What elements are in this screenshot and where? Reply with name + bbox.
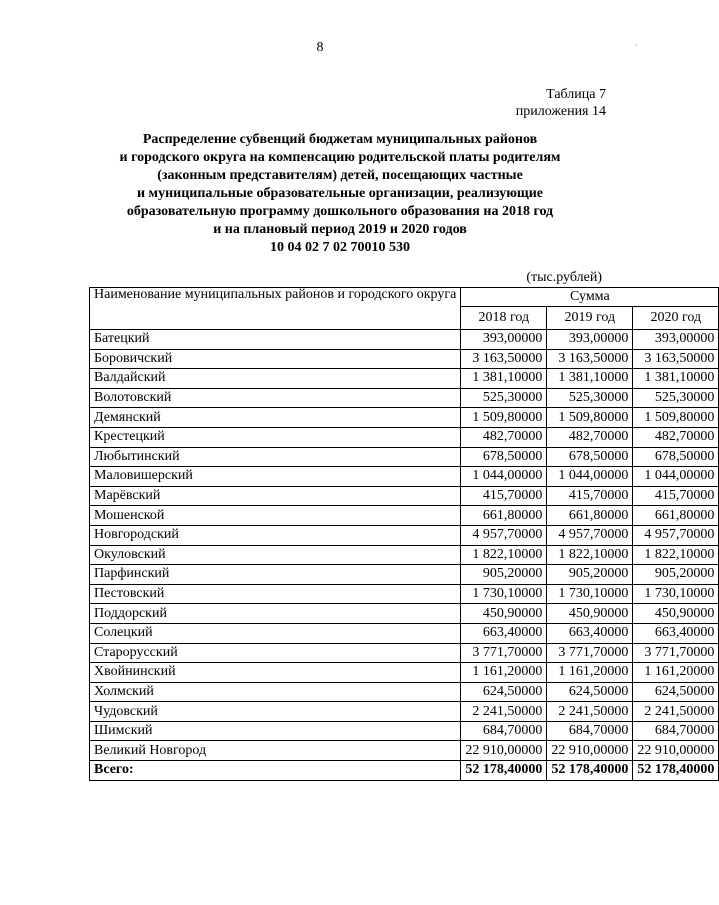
district-name-cell: Крестецкий [90,427,461,447]
amount-cell-2020: 678,50000 [633,447,719,467]
amount-cell-2018: 525,30000 [461,388,547,408]
table-row [90,467,719,487]
district-name-cell: Батецкий [90,330,461,350]
table-total-row [90,761,719,781]
amount-cell-2020: 4 957,70000 [633,525,719,545]
header-sum: Сумма [461,288,719,307]
amount-cell-2020: 1 509,80000 [633,408,719,428]
district-name-cell: Валдайский [90,369,461,389]
title-line: и муниципальные образовательные организации, реализующие [136,186,544,201]
district-name-cell: Пестовский [90,584,461,604]
table-row [90,447,719,467]
amount-cell-2018: 1 730,10000 [461,584,547,604]
header-year-2019: 2019 год [547,307,633,330]
amount-cell-2020: 663,40000 [633,623,719,643]
table-row [90,741,719,761]
table-row [90,682,719,702]
header-name: Наименование муниципальных районов и городского округа [90,288,461,330]
amount-cell-2018: 678,50000 [461,447,547,467]
amount-cell-2020: 3 163,50000 [633,349,719,369]
header-year-2020: 2020 год [633,307,719,330]
amount-cell-2019: 450,90000 [547,604,633,624]
table-row [90,584,719,604]
table-row [90,643,719,663]
amount-cell-2019: 3 163,50000 [547,349,633,369]
amount-cell-2018: 624,50000 [461,682,547,702]
district-name-cell: Солецкий [90,623,461,643]
amount-cell-2019: 1 822,10000 [547,545,633,565]
amount-cell-2018: 1 822,10000 [461,545,547,565]
table-row [90,545,719,565]
table-row [90,525,719,545]
district-name-cell: Окуловский [90,545,461,565]
amount-cell-2019: 1 044,00000 [547,467,633,487]
district-name-cell: Старорусский [90,643,461,663]
table-ref-line-2: приложения 14 [515,104,606,119]
amount-cell-2020: 624,50000 [633,682,719,702]
amount-cell-2020: 684,70000 [633,721,719,741]
district-name-cell: Шимский [90,721,461,741]
subvention-table [89,287,719,781]
table-row [90,565,719,585]
table-row [90,604,719,624]
district-name-cell: Демянский [90,408,461,428]
table-reference [516,86,606,120]
amount-cell-2018: 52 178,40000 [461,761,547,781]
amount-cell-2018: 22 910,00000 [461,741,547,761]
district-name-cell: Поддорский [90,604,461,624]
units-label: (тыс.рублей) [526,270,602,285]
amount-cell-2018: 663,40000 [461,623,547,643]
table-row [90,486,719,506]
amount-cell-2020: 22 910,00000 [633,741,719,761]
amount-cell-2019: 1 161,20000 [547,663,633,683]
amount-cell-2018: 2 241,50000 [461,702,547,722]
district-name-cell: Холмский [90,682,461,702]
amount-cell-2018: 4 957,70000 [461,525,547,545]
amount-cell-2019: 905,20000 [547,565,633,585]
amount-cell-2019: 3 771,70000 [547,643,633,663]
amount-cell-2020: 905,20000 [633,565,719,585]
table-row [90,506,719,526]
district-name-cell: Великий Новгород [90,741,461,761]
district-name-cell: Боровичский [90,349,461,369]
amount-cell-2018: 684,70000 [461,721,547,741]
amount-cell-2019: 678,50000 [547,447,633,467]
amount-cell-2019: 415,70000 [547,486,633,506]
amount-cell-2020: 1 822,10000 [633,545,719,565]
amount-cell-2019: 2 241,50000 [547,702,633,722]
amount-cell-2019: 1 509,80000 [547,408,633,428]
table-row [90,388,719,408]
district-name-cell: Парфинский [90,565,461,585]
table-row [90,623,719,643]
amount-cell-2018: 1 044,00000 [461,467,547,487]
district-name-cell: Всего: [90,761,461,781]
title-line: образовательную программу дошкольного образования на 2018 год [126,204,554,219]
amount-cell-2018: 1 509,80000 [461,408,547,428]
header-year-2018: 2018 год [461,307,547,330]
amount-cell-2020: 3 771,70000 [633,643,719,663]
amount-cell-2018: 1 381,10000 [461,369,547,389]
amount-cell-2019: 1 381,10000 [547,369,633,389]
amount-cell-2019: 482,70000 [547,427,633,447]
district-name-cell: Новгородский [90,525,461,545]
table-row [90,427,719,447]
amount-cell-2018: 905,20000 [461,565,547,585]
amount-cell-2020: 52 178,40000 [633,761,719,781]
district-name-cell: Маловишерский [90,467,461,487]
district-name-cell: Волотовский [90,388,461,408]
district-name-cell: Чудовский [90,702,461,722]
table-row [90,702,719,722]
amount-cell-2019: 661,80000 [547,506,633,526]
amount-cell-2019: 22 910,00000 [547,741,633,761]
amount-cell-2020: 450,90000 [633,604,719,624]
amount-cell-2019: 1 730,10000 [547,584,633,604]
amount-cell-2019: 4 957,70000 [547,525,633,545]
amount-cell-2018: 450,90000 [461,604,547,624]
amount-cell-2018: 1 161,20000 [461,663,547,683]
amount-cell-2020: 2 241,50000 [633,702,719,722]
amount-cell-2020: 661,80000 [633,506,719,526]
amount-cell-2020: 1 730,10000 [633,584,719,604]
amount-cell-2019: 525,30000 [547,388,633,408]
page-number: 8 [316,40,324,55]
document-title [60,131,620,257]
district-name-cell: Хвойнинский [90,663,461,683]
table-row [90,408,719,428]
amount-cell-2020: 482,70000 [633,427,719,447]
amount-cell-2019: 684,70000 [547,721,633,741]
amount-cell-2020: 1 161,20000 [633,663,719,683]
district-name-cell: Марёвский [90,486,461,506]
table-row [90,349,719,369]
amount-cell-2020: 415,70000 [633,486,719,506]
amount-cell-2020: 1 044,00000 [633,467,719,487]
amount-cell-2020: 525,30000 [633,388,719,408]
amount-cell-2018: 415,70000 [461,486,547,506]
district-name-cell: Любытинский [90,447,461,467]
amount-cell-2020: 393,00000 [633,330,719,350]
amount-cell-2019: 52 178,40000 [547,761,633,781]
title-line: (законным представителям) детей, посещающих частные [157,168,523,183]
amount-cell-2020: 1 381,10000 [633,369,719,389]
budget-code: 10 04 02 7 02 70010 530 [270,240,410,255]
amount-cell-2018: 3 163,50000 [461,349,547,369]
amount-cell-2019: 393,00000 [547,330,633,350]
amount-cell-2018: 393,00000 [461,330,547,350]
table-row [90,330,719,350]
title-line: и городского округа на компенсацию родительской платы родителям [119,150,561,165]
title-line: Распределение субвенций бюджетам муниципальных районов [142,132,538,147]
amount-cell-2019: 663,40000 [547,623,633,643]
district-name-cell: Мошенской [90,506,461,526]
title-line: и на плановый период 2019 и 2020 годов [213,222,467,237]
table-row [90,721,719,741]
table-header-row [90,288,719,307]
amount-cell-2019: 624,50000 [547,682,633,702]
amount-cell-2018: 482,70000 [461,427,547,447]
scan-edge-mark: · [635,40,638,50]
table-row [90,369,719,389]
table-row [90,663,719,683]
amount-cell-2018: 661,80000 [461,506,547,526]
table-ref-line-1: Таблица 7 [546,87,606,102]
table-body [90,330,719,781]
amount-cell-2018: 3 771,70000 [461,643,547,663]
